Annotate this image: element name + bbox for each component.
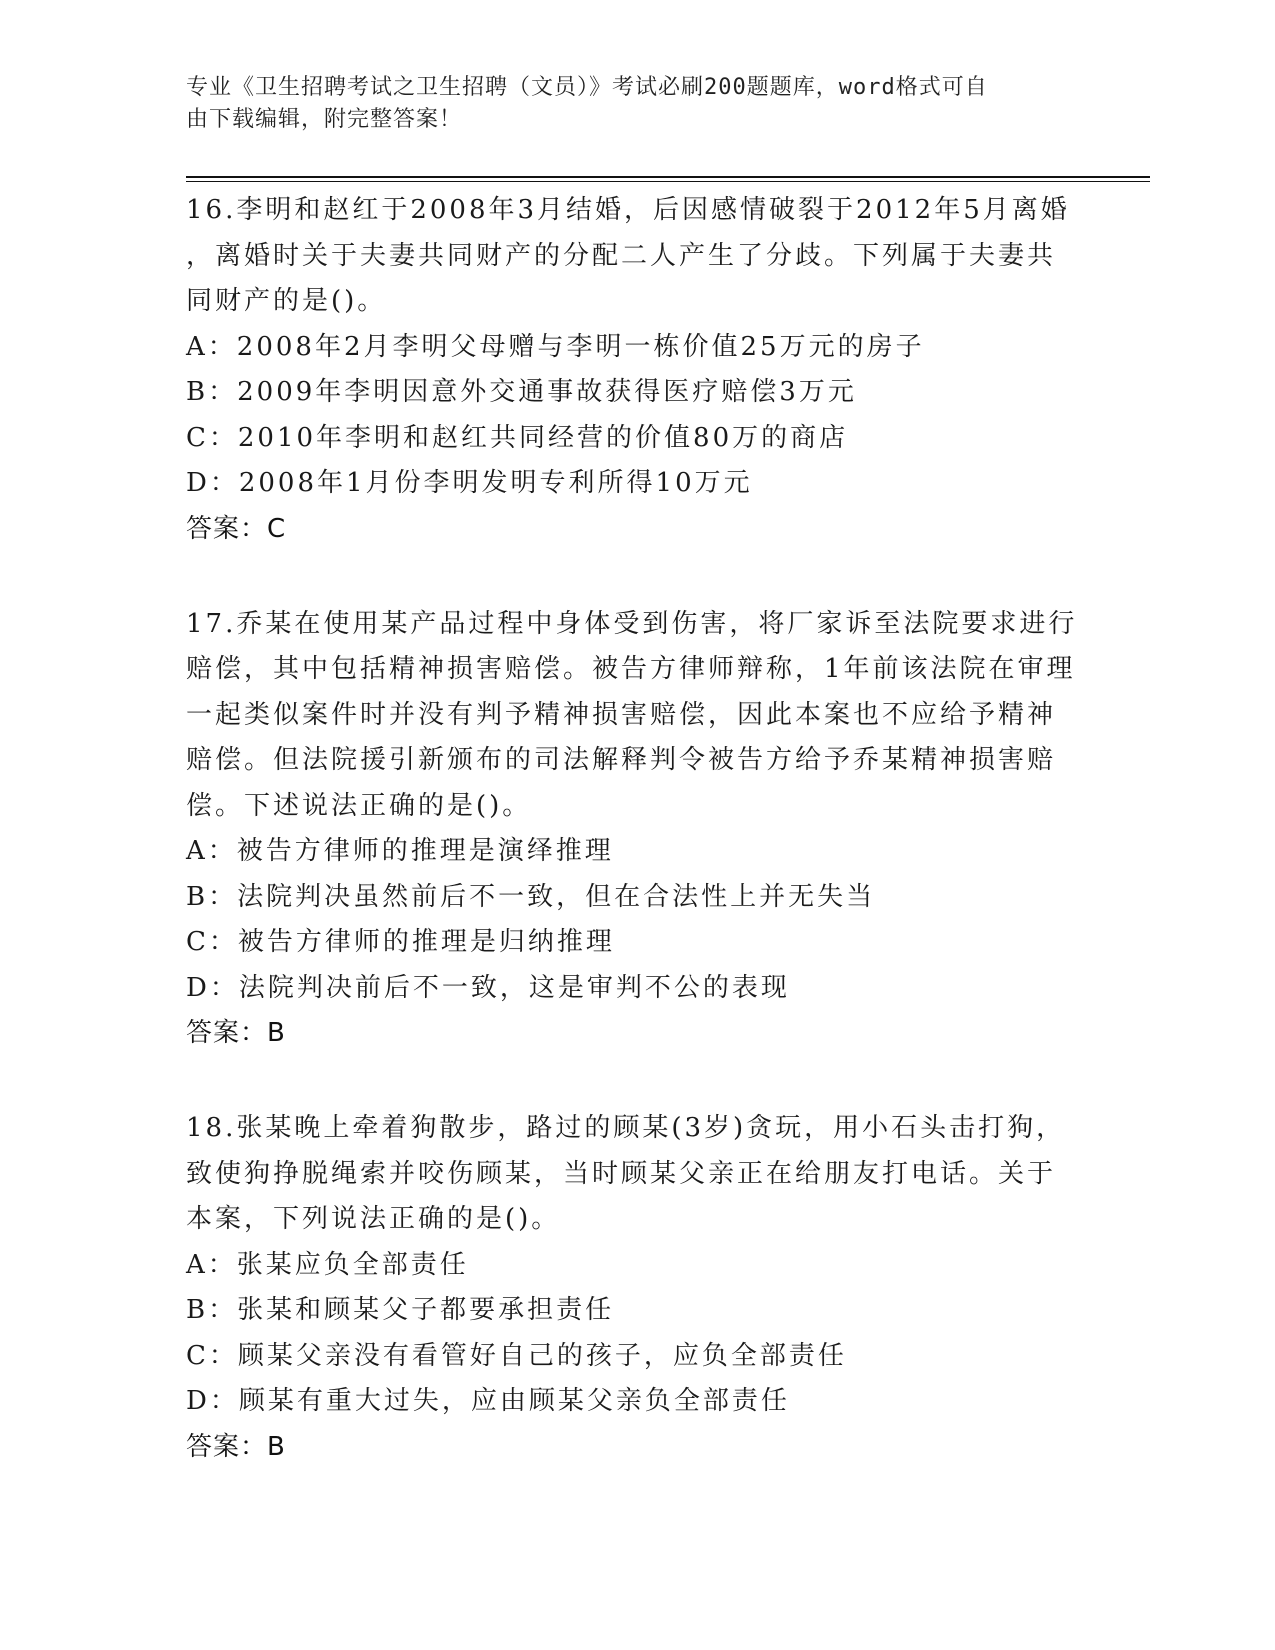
question-18 (186, 1106, 1086, 1470)
option-b: B：法院判决虽然前后不一致，但在合法性上并无失当 (186, 881, 876, 912)
question-text-line: 一起类似案件时并没有判予精神损害赔偿，因此本案也不应给予精神 (186, 699, 1057, 730)
option-a: A：张某应负全部责任 (186, 1249, 469, 1280)
option-d: D：法院判决前后不一致，这是审判不公的表现 (186, 972, 790, 1003)
question-text-line: 本案，下列说法正确的是()。 (186, 1204, 561, 1234)
option-a: A：被告方律师的推理是演绎推理 (186, 836, 614, 866)
question-text-line: 致使狗挣脱绳索并咬伤顾某，当时顾某父亲正在给朋友打电话。关于 (186, 1158, 1057, 1189)
option-b: B：张某和顾某父子都要承担责任 (186, 1295, 615, 1325)
option-c: C：顾某父亲没有看管好自己的孩子，应负全部责任 (186, 1340, 847, 1371)
question-text-line: 同财产的是()。 (186, 286, 387, 316)
question-text-line: 赔偿。但法院援引新颁布的司法解释判令被告方给予乔某精神损害赔 (186, 745, 1057, 775)
header-line-1: 专业《卫生招聘考试之卫生招聘（文员）》考试必刷200题题库，word格式可自 (186, 75, 988, 100)
answer-label: 答案：B (186, 1431, 286, 1462)
question-text-line: 16.李明和赵红于2008年3月结婚，后因感情破裂于2012年5月离婚 (186, 195, 1070, 225)
header-divider-thin (186, 181, 1150, 182)
question-text-line: 赔偿，其中包括精神损害赔偿。被告方律师辩称，1年前该法院在审理 (186, 654, 1076, 684)
question-17 (186, 602, 1086, 1057)
option-d: D：顾某有重大过失，应由顾某父亲负全部责任 (186, 1386, 790, 1416)
question-list (186, 188, 1086, 1520)
option-d: D：2008年1月份李明发明专利所得10万元 (186, 468, 753, 498)
header-divider-thick (186, 176, 1150, 178)
option-a: A：2008年2月李明父母赠与李明一栋价值25万元的房子 (186, 331, 925, 362)
question-text-line: 17.乔某在使用某产品过程中身体受到伤害，将厂家诉至法院要求进行 (186, 608, 1078, 639)
option-b: B：2009年李明因意外交通事故获得医疗赔偿3万元 (186, 377, 857, 407)
document-header (186, 72, 1086, 136)
answer-label: 答案：B (186, 1018, 286, 1048)
answer-label: 答案：C (186, 513, 287, 544)
question-text-line: ，离婚时关于夫妻共同财产的分配二人产生了分歧。下列属于夫妻共 (186, 240, 1057, 271)
question-text-line: 18.张某晚上牵着狗散步，路过的顾某(3岁)贪玩，用小石头击打狗， (186, 1113, 1066, 1143)
question-16 (186, 188, 1086, 552)
option-c: C：2010年李明和赵红共同经营的价值80万的商店 (186, 422, 849, 453)
header-line-2: 由下载编辑，附完整答案！ (186, 107, 463, 132)
question-text-line: 偿。下述说法正确的是()。 (186, 790, 532, 821)
option-c: C：被告方律师的推理是归纳推理 (186, 927, 615, 957)
